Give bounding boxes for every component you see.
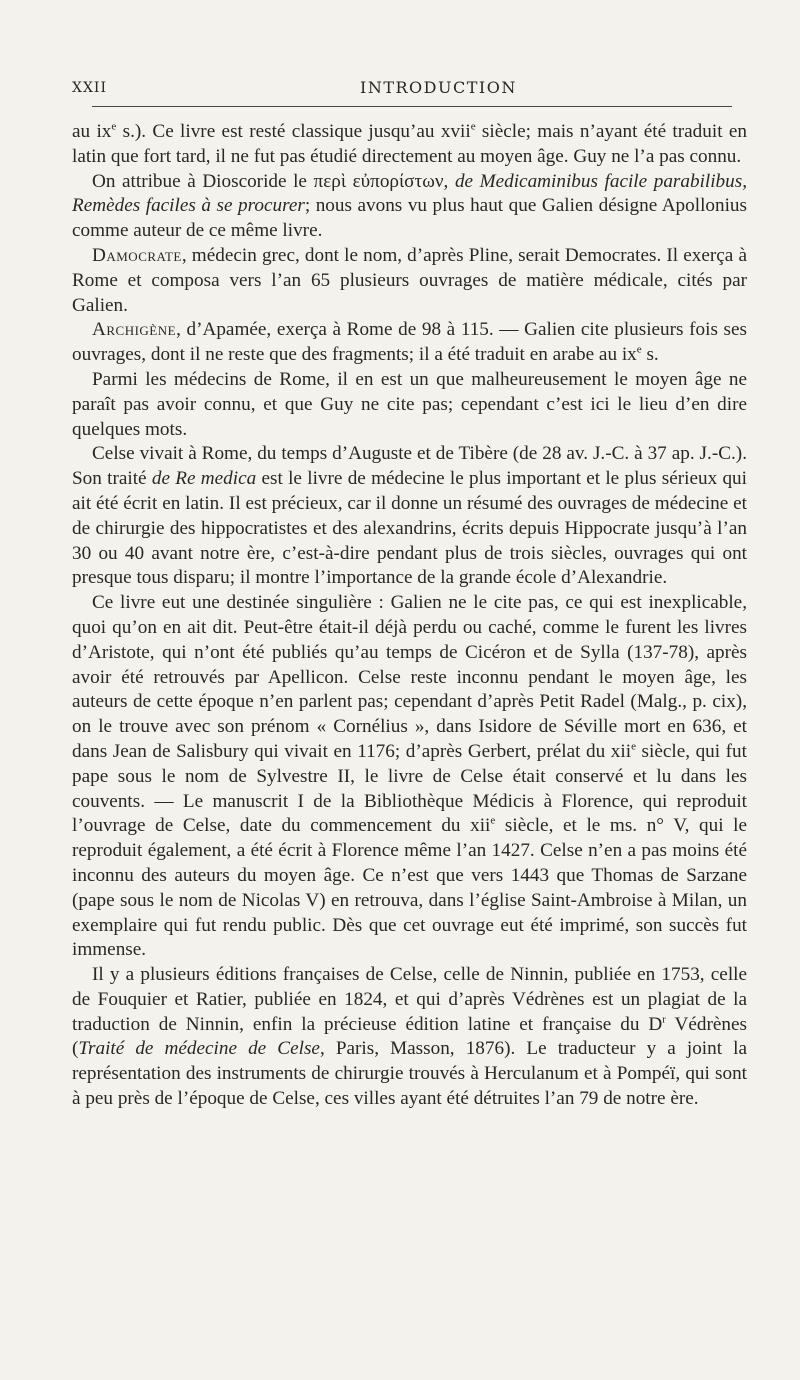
paragraph — [72, 170, 747, 244]
text-run: On attribue à Dioscoride le — [92, 170, 314, 192]
paragraph — [72, 244, 747, 318]
text-run — [448, 171, 455, 192]
text-run: , d’Apamée, exerça à Rome de 98 à 115. — Galien cite plusieurs fois ses ouvrages, dont il ne reste que des fragments; il a été traduit en arabe au ix — [72, 319, 747, 366]
text-run: au ix — [72, 121, 112, 142]
text-run: siècle, et le ms. n° V, qui le reproduit également, a été écrit à Florence même l’an 1427. Celse n’en a pas moins été inconnu des auteurs du moyen âge. Ce n’est que vers 1443 que Thomas de Sarzane (pape sous le nom de Nicolas V) en retrouva, dans l’église Saint-Ambroise à Milan, un exemplaire qui fut rendu public. Dès que cet ouvrage eut été imprimé, son succès fut immense. — [72, 815, 747, 961]
paragraph — [72, 318, 747, 368]
small-caps-run: Damocrate — [92, 244, 182, 266]
text-run: περὶ εὐπορίστων, — [313, 170, 449, 192]
text-run: s. — [641, 344, 659, 366]
superscript: e — [490, 814, 496, 827]
text-run: siècle; mais n’ayant été traduit en latin que fort tard, il ne fut pas étudié directement au moyen âge. Guy ne l’a pas connu. — [72, 121, 747, 167]
running-head: INTRODUCTION — [360, 78, 517, 97]
body-text — [72, 120, 747, 1112]
paragraph — [72, 120, 747, 170]
text-run: s.). Ce livre est resté classique jusqu’au xvii — [116, 121, 471, 142]
italic-run: de Re medica — [151, 468, 257, 490]
paragraph — [72, 368, 747, 442]
superscript: r — [662, 1013, 666, 1026]
text-run: Celse vivait à Rome, du temps d’Auguste et de Tibère (de 28 av. J.-C. à 37 ap. J.-C.). Son traité — [72, 443, 747, 490]
italic-run: Traité de médecine de Celse — [78, 1038, 320, 1060]
superscript: e — [636, 343, 642, 356]
paragraph — [72, 963, 747, 1112]
page-number: XXII — [72, 80, 107, 96]
superscript: e — [470, 120, 476, 133]
text-run: , Paris, Masson, 1876). Le traducteur y a joint la représentation des instruments de chirurgie trouvés à Herculanum et à Pompéï, qui sont à peu près de l’époque de Celse, ces villes ayant été détruites l’an 79 de notre ère. — [72, 1038, 748, 1110]
header-rule — [92, 106, 732, 107]
superscript: e — [631, 740, 636, 753]
text-run: Ce livre eut une destinée singulière : Galien ne le cite pas, ce qui est inexplicable, quoi qu’on en ait dit. Peut-être était-il déjà perdu ou caché, comme le furent les livres d’Aristote, qui n’ont été publiés qu’au temps de Cicéron et de Sylla (137-78), après avoir été retrouvés par Apellicon. Celse reste inconnu pendant le moyen âge, les auteurs de cette époque n’en parlent pas; cependant d’après Petit Radel (Malg., p. cix), on le trouve avec son prénom « Cornélius », dans Isidore de Séville mort en 636, et dans Jean de Salisbury qui vivait en 1176; d’après Gerbert, prélat du xii — [72, 592, 747, 762]
italic-run: de Medicaminibus facile parabilibus, Remèdes faciles à se procurer — [72, 170, 748, 217]
small-caps-run: Archigène — [92, 319, 177, 341]
text-run: est le livre de médecine le plus important et le plus sérieux qui ait été écrit en latin. Il est précieux, car il donne un résumé des ouvrages de médecine et de chirurgie des hippocratistes et des alexandrins, écrits depuis Hippocrate jusqu’à l’an 30 ou 40 avant notre ère, c’est-à-dire pendant plus de trois siècles, ouvrages qui ont presque tous disparu; il montre l’importance de la grande école d’Alexandrie. — [72, 468, 747, 589]
text-run: siècle, qui fut pape sous le nom de Sylvestre II, le livre de Celse était conservé et lu dans les couvents. — Le manuscrit I de la Bibliothèque Médicis à Florence, qui reproduit l’ouvrage de Celse, date du commencement du xii — [72, 740, 747, 837]
text-run: ; nous avons vu plus haut que Galien désigne Apollonius comme auteur de ce même livre. — [72, 195, 747, 242]
text-run: Parmi les médecins de Rome, il en est un que malheureusement le moyen âge ne paraît pas avoir connu, et que Guy ne cite pas; cependant c’est ici le lieu d’en dire quelques mots. — [72, 368, 747, 440]
text-run: , médecin grec, dont le nom, d’après Pline, serait Democrates. Il exerça à Rome et composa vers l’an 65 plusieurs ouvrages de matière médicale, cités par Galien. — [72, 244, 747, 316]
text-run: Védrènes ( — [72, 1013, 747, 1060]
paragraph — [72, 591, 747, 963]
paragraph — [72, 442, 747, 591]
text-run: Il y a plusieurs éditions françaises de Celse, celle de Ninnin, publiée en 1753, celle de Fouquier et Ratier, publiée en 1824, et qui d’après Védrènes est un plagiat de la traduction de Ninnin, enfin la précieuse édition latine et française du D — [72, 964, 747, 1035]
superscript: e — [111, 120, 117, 133]
